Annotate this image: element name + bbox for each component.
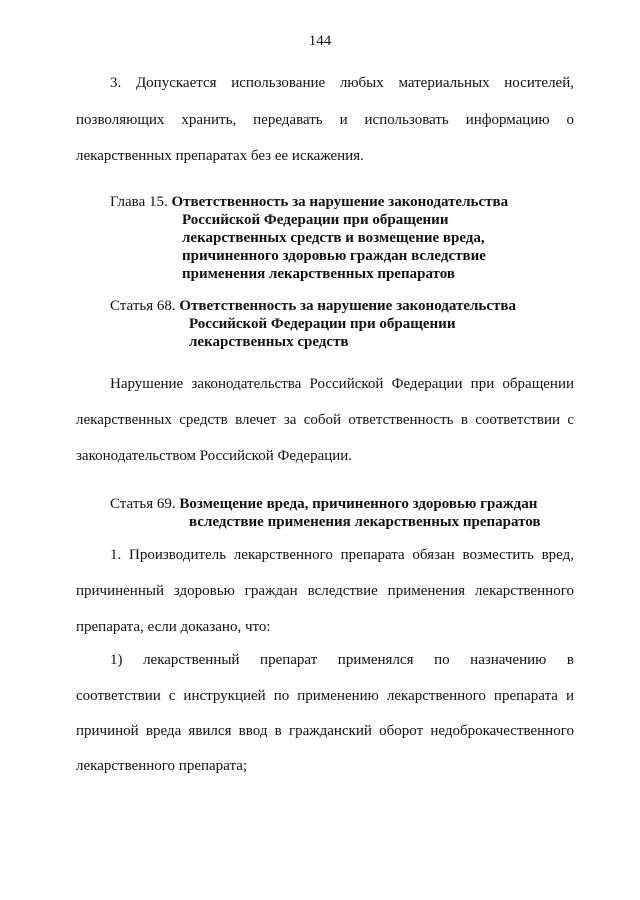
article-title-line: Российской Федерации при обращении xyxy=(189,316,456,332)
chapter-title-line: Ответственность за нарушение законодательства xyxy=(171,194,509,210)
paragraph-line: 1. Производитель лекарственного препарата обязан возместить вред, xyxy=(110,547,574,563)
paragraph-line: лекарственных средств влечет за собой ответственность в соответствии с xyxy=(76,412,574,428)
paragraph-line: законодательством Российской Федерации. xyxy=(76,448,353,464)
paragraph-line: лекарственных препаратах без ее искажения. xyxy=(76,148,364,164)
article-title-line: вследствие применения лекарственных препаратов xyxy=(189,514,541,530)
chapter-title-line: причиненного здоровью граждан вследствие xyxy=(182,248,486,264)
article-heading xyxy=(110,296,516,316)
article-heading xyxy=(110,494,537,514)
chapter-title-line: Российской Федерации при обращении xyxy=(182,212,449,228)
chapter-label: Глава 15. xyxy=(110,194,168,210)
chapter-title-line: лекарственных средств и возмещение вреда, xyxy=(182,230,485,246)
article-title-line: лекарственных средств xyxy=(189,334,349,350)
paragraph-line: причиной вреда явился ввод в гражданский оборот недоброкачественного xyxy=(76,723,574,739)
paragraph-line: препарата, если доказано, что: xyxy=(76,619,271,635)
chapter-heading xyxy=(110,192,508,212)
article-title-line: Возмещение вреда, причиненного здоровью граждан xyxy=(179,496,538,512)
paragraph-line: 3. Допускается использование любых материальных носителей, xyxy=(110,75,574,91)
paragraph-line: 1) лекарственный препарат применялся по назначению в xyxy=(110,652,574,668)
paragraph-line: Нарушение законодательства Российской Федерации при обращении xyxy=(110,376,574,392)
paragraph-line: позволяющих хранить, передавать и использовать информацию о xyxy=(76,112,574,128)
article-title-line: Ответственность за нарушение законодательства xyxy=(179,298,516,314)
page-number: 144 xyxy=(308,33,332,49)
chapter-title-line: применения лекарственных препаратов xyxy=(182,266,455,282)
article-label: Статья 68. xyxy=(110,298,176,314)
paragraph-line: лекарственного препарата; xyxy=(76,758,248,774)
paragraph-line: причиненный здоровью граждан вследствие применения лекарственного xyxy=(76,583,574,599)
article-label: Статья 69. xyxy=(110,496,176,512)
paragraph-line: соответствии с инструкцией по применению лекарственного препарата и xyxy=(76,688,574,704)
